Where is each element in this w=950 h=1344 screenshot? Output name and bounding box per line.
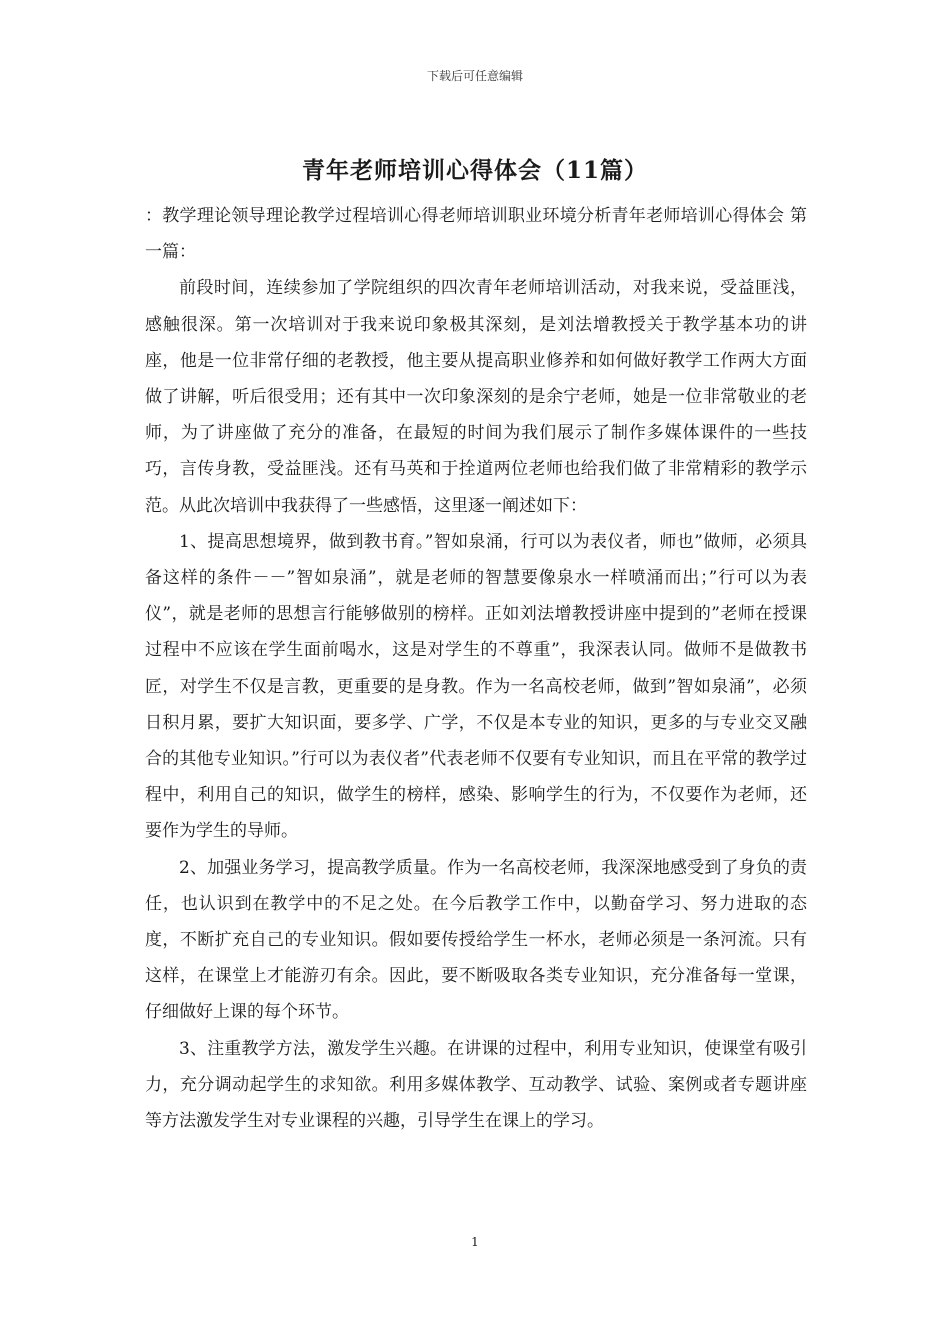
- document-title: 青年老师培训心得体会（11篇）: [301, 157, 648, 184]
- paragraph-point-3: 3、注重教学方法，激发学生兴趣。在讲课的过程中，利用专业知识，使课堂有吸引力，充分调动起学生的求知欲。利用多媒体教学、互动教学、试验、案例或者专题讲座等方法激发学生对专业课程的兴趣，引导学生在课上的学习。: [145, 1038, 807, 1132]
- keywords-line: ：教学理论领导理论教学过程培训心得老师培训职业环境分析青年老师培训心得体会 第一篇：: [145, 206, 807, 263]
- page-header-note: 下载后可任意编辑: [426, 69, 523, 83]
- paragraph-point-1: 1、提高思想境界，做到教书育。”智如泉涌，行可以为表仪者，师也”做师，必须具备这样的条件－－”智如泉涌”，就是老师的智慧要像泉水一样喷涌而出；”行可以为表仪”，就是老师的思想言行能够做别的榜样。正如刘法增教授讲座中提到的”老师在授课过程中不应该在学生面前喝水，这是对学生的不尊重”，我深表认同。做师不是做教书匠，对学生不仅是言教，更重要的是身教。作为一名高校老师，做到”智如泉涌”，必须日积月累，要扩大知识面，要多学、广学，不仅是本专业的知识，更多的与专业交叉融合的其他专业知识。”行可以为表仪者”代表老师不仅要有专业知识，而且在平常的教学过程中，利用自己的知识，做学生的榜样，感染、影响学生的行为，不仅要作为老师，还要作为学生的导师。: [145, 531, 807, 842]
- paragraph-point-2: 2、加强业务学习，提高教学质量。作为一名高校老师，我深深地感受到了身负的责任，也认识到在教学中的不足之处。在今后教学工作中，以勤奋学习、努力进取的态度，不断扩充自己的专业知识。假如要传授给学生一杯水，老师必须是一条河流。只有这样，在课堂上才能游刃有余。因此，要不断吸取各类专业知识，充分准备每一堂课，仔细做好上课的每个环节。: [145, 857, 807, 1023]
- page-number: 1: [471, 1235, 479, 1249]
- document-body: [145, 198, 807, 1139]
- paragraph-intro: 前段时间，连续参加了学院组织的四次青年老师培训活动，对我来说，受益匪浅，感触很深。第一次培训对于我来说印象极其深刻，是刘法增教授关于教学基本功的讲座，他是一位非常仔细的老教授，他主要从提高职业修养和如何做好教学工作两大方面做了讲解，听后很受用；还有其中一次印象深刻的是余宁老师，她是一位非常敬业的老师，为了讲座做了充分的准备，在最短的时间为我们展示了制作多媒体课件的一些技巧，言传身教，受益匪浅。还有马英和于拴道两位老师也给我们做了非常精彩的教学示范。从此次培训中我获得了一些感悟，这里逐一阐述如下：: [145, 278, 807, 516]
